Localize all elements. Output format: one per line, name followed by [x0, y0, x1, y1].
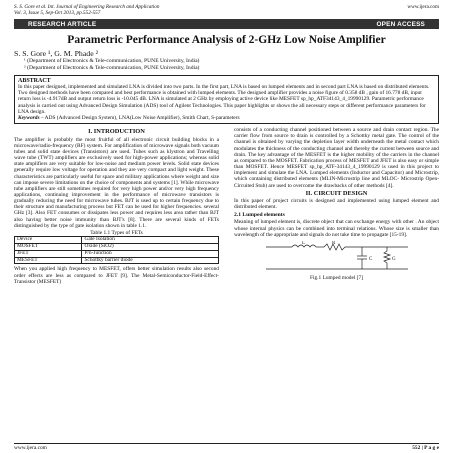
- table-cell: Device: [15, 237, 82, 244]
- paper-title: Parametric Performance Analysis of 2-GHz Low Noise Amplifier: [67, 34, 386, 46]
- table-cell: Gate Isolation: [82, 237, 219, 244]
- keywords: [18, 115, 435, 121]
- table-row: [15, 257, 219, 264]
- section-circuit-design-heading: II. CIRCUIT DESIGN: [305, 189, 368, 197]
- left-column: [14, 127, 219, 285]
- keywords-text: – ADS (Advanced Design System), LNA(Low Noise Amplifier), Smith Chart, S-parameters: [39, 114, 240, 121]
- affiliation-1: ¹ (Department of Electronics & Tele-communication, PUNE University, India): [24, 58, 200, 64]
- label-G: G: [391, 256, 396, 262]
- page-number: 552 | P a g e: [412, 445, 439, 451]
- table-cell: P/n-Junction: [82, 250, 219, 257]
- table-cell: MOSFET: [15, 244, 82, 251]
- label-R: R: [331, 240, 335, 246]
- label-L: L: [301, 240, 305, 246]
- footer-url[interactable]: www.ijera.com: [14, 445, 47, 451]
- lumped-model-figure: [262, 241, 412, 275]
- right-column: [234, 127, 439, 285]
- table-cell: Oxide (SiO2): [82, 244, 219, 251]
- intro-paragraph: The amplifier is probably the most fruitful of all electronic circuit building blocks in a microwave/radio-frequency (RF) system. For amplification of microwave signals both vacuum tubes and solid state devices (Transistors) are used. Tubes such as klystron and Travelling wave tube (TWT) amplifiers are exclusively used for high-power applications; whereas solid state amplifiers are very suitable for low-noise and medium power levels. Solid state devices generally require low voltage for operation and they are very compact and light weight. These characteristics are particularly useful for space and military applications where weight and size can impose severe limitations on the choice of components and systems [1]. While microwave tube amplifiers are still sometimes required for very high power and/or very high frequency applications, continuing improvement in the performance of microwave transistors is gradually reducing the need for microwave tubes. BJT is used up to certain frequency due to their structure and manufacturing process but FET can be used for higher frequencies. several GHz [3]. Also FET consumes or dissipates less power and requires less area rather than BJT also having better noise immunity than BJT's [8]. There are several kinds of FETs distinguished by the type of gate isolation shown in table 1.1.: [14, 136, 219, 229]
- section-introduction-heading: I. INTRODUCTION: [88, 128, 145, 136]
- citation-line-2: Vol. 3, Issue 5, Sep-Oct 2013, pp.552-557: [14, 10, 101, 16]
- lumped-paragraph: Meaning of lumped element is, discrete object that can exchange energy with other . An object whose internal physics can be combined into terminal relations. Whose size is smaller than wavelength of the appropriate and signals do not take time to propagate [15-19].: [234, 219, 439, 238]
- banner-right: OPEN ACCESS: [376, 20, 425, 28]
- authors: S. S. Gore ¹, G. M. Phade ²: [14, 49, 98, 58]
- figure-caption: Fig.1 Lumped model [7]: [309, 274, 363, 281]
- abstract-heading: ABSTRACT: [18, 78, 51, 84]
- conductance-symbol: [384, 251, 390, 263]
- subsection-lumped-heading: 2.1 Lumped elements: [234, 212, 285, 219]
- table-cell: Schottky barrier diode: [82, 257, 219, 264]
- citation-line-1: S. S. Gore et al. Int. Journal of Engineering Research and Application: [14, 4, 160, 10]
- table-cell: JFET: [15, 250, 82, 257]
- abstract-box: [14, 75, 439, 124]
- article-type-banner: [14, 19, 439, 29]
- circuit-design-paragraph: In this paper of project circuits is designed and implemented using lumped element and distributed element.: [234, 198, 439, 211]
- table-row: [15, 237, 219, 244]
- keywords-label: Keywords: [18, 114, 40, 121]
- mesfet-paragraph: When you applied high frequency to MESFET, offers better simulation results also second order effects are less as compared to JFET [9]. The Metal-Semiconductor-Field-Effect-Transistor (MESFET): [14, 266, 219, 285]
- mesfet-continued-paragraph: consists of a conducting channel positioned between a source and drain contact region. The carrier flow from source to drain is controlled by a Schottky metal gate. The control of the channel is obtained by varying the depletion layer width underneath the metal contact which modulates the thickness of the conducting channel and thereby the current between source and drain. The key advantage of the MESFET is the higher mobility of the carriers in the channel as compared to the MOSFET. Fabrication process of MESFET and JFET is also easy or simple than MOSFET. Hence MESFET sp_hp_ATF-34143_4_19990129 is used in this project to implement and simulate the LNA. Lumped elements (Inductor and Capacitor) and Microstrip, which containing distributed elements (MLIN-Microstrip line and MLOC- Microstrip Open-Circuited Stub) are used to overcome the drawbacks of other methods [4].: [234, 127, 439, 189]
- fet-types-table: [14, 236, 219, 264]
- table-row: [15, 244, 219, 251]
- running-header: [14, 4, 439, 16]
- banner-left: RESEARCH ARTICLE: [28, 20, 97, 28]
- table-caption: Table 1.1 Types of FETs: [90, 229, 143, 236]
- label-C: C: [368, 256, 372, 262]
- table-cell: MESFET: [15, 257, 82, 264]
- body-columns: [14, 127, 439, 285]
- affiliation-2: ² (Department of Electronics & Tele-communication, PUNE University, India): [24, 64, 200, 71]
- abstract-text: In this paper designed, implemented and simulated LNA is divided into two parts. In the first part, LNA is based on lumped elements and in second part LNA is based on distributed elements. Two designed methods have been compared and best performance is obtained with lumped elements. The designed amplifier provides a noise figure of 0.358 dB , gain of 16.778 dB, input return loss is -4.917dB and output return loss is -10.045 dB. LNA is simulated at 2 GHz by employing active device like MESFET sp_hp_ATF34143_4_19990129. Parametric performance analysis is carried out using Advanced Design Simulation (ADS) tool of Agilent Technologies. This paper highlights or shows the all necessary steps or different performance parameters for LNA design.: [18, 84, 430, 115]
- header-url[interactable]: www.ijera.com: [407, 4, 439, 10]
- page-footer: [14, 443, 439, 451]
